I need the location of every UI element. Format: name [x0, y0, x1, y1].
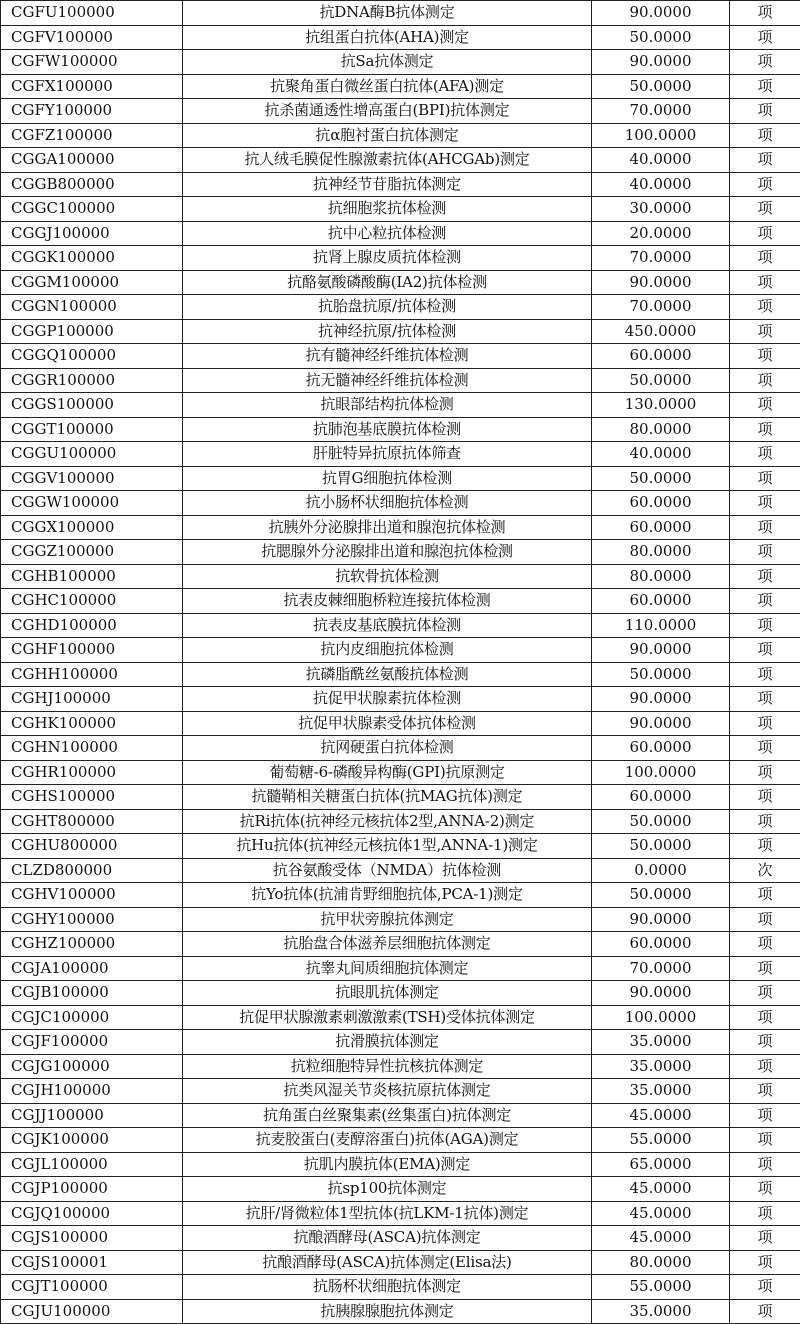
table-body — [1, 1, 800, 1324]
unit-cell: 项 — [730, 589, 800, 614]
unit-cell: 项 — [730, 687, 800, 712]
table-row — [1, 736, 800, 761]
table-row — [1, 393, 800, 418]
item-name-cell: 抗粒细胞特异性抗核抗体测定 — [183, 1054, 592, 1079]
table-row — [1, 785, 800, 810]
item-name-cell: 抗杀菌通透性增高蛋白(BPI)抗体测定 — [183, 99, 592, 124]
item-code-cell: CGGP100000 — [1, 319, 183, 344]
price-cell: 60.0000 — [592, 491, 730, 516]
price-cell: 50.0000 — [592, 883, 730, 908]
item-name-cell: 抗睾丸间质细胞抗体测定 — [183, 956, 592, 981]
table-row — [1, 221, 800, 246]
unit-cell: 项 — [730, 1054, 800, 1079]
price-cell: 90.0000 — [592, 270, 730, 295]
price-cell: 50.0000 — [592, 662, 730, 687]
item-code-cell: CGJL100000 — [1, 1152, 183, 1177]
item-code-cell: CGHJ100000 — [1, 687, 183, 712]
table-row — [1, 1275, 800, 1300]
price-cell: 60.0000 — [592, 589, 730, 614]
item-code-cell: CGHD100000 — [1, 613, 183, 638]
price-cell: 45.0000 — [592, 1177, 730, 1202]
table-row — [1, 613, 800, 638]
item-code-cell: CLZD800000 — [1, 858, 183, 883]
item-name-cell: 抗有髓神经纤维抗体检测 — [183, 344, 592, 369]
unit-cell: 项 — [730, 491, 800, 516]
item-name-cell: 抗Sa抗体测定 — [183, 50, 592, 75]
table-row — [1, 564, 800, 589]
table-row — [1, 858, 800, 883]
unit-cell: 项 — [730, 907, 800, 932]
item-name-cell: 抗神经节苷脂抗体测定 — [183, 172, 592, 197]
price-cell: 70.0000 — [592, 99, 730, 124]
item-code-cell: CGGT100000 — [1, 417, 183, 442]
item-name-cell: 抗酪氨酸磷酸酶(IA2)抗体检测 — [183, 270, 592, 295]
price-cell: 100.0000 — [592, 123, 730, 148]
unit-cell: 项 — [730, 50, 800, 75]
price-cell: 70.0000 — [592, 956, 730, 981]
item-name-cell: 抗眼肌抗体测定 — [183, 981, 592, 1006]
item-code-cell: CGFU100000 — [1, 1, 183, 26]
item-name-cell: 抗细胞浆抗体检测 — [183, 197, 592, 222]
item-name-cell: 抗神经抗原/抗体检测 — [183, 319, 592, 344]
table-row — [1, 834, 800, 859]
unit-cell: 项 — [730, 1275, 800, 1300]
price-cell: 35.0000 — [592, 1079, 730, 1104]
price-cell: 50.0000 — [592, 368, 730, 393]
table-row — [1, 172, 800, 197]
item-name-cell: 抗甲状旁腺抗体测定 — [183, 907, 592, 932]
item-code-cell: CGGN100000 — [1, 295, 183, 320]
table-row — [1, 1, 800, 26]
unit-cell: 项 — [730, 295, 800, 320]
item-name-cell: 抗小肠杯状细胞抗体检测 — [183, 491, 592, 516]
item-code-cell: CGGK100000 — [1, 246, 183, 271]
item-name-cell: 抗滑膜抗体测定 — [183, 1030, 592, 1055]
price-cell: 90.0000 — [592, 907, 730, 932]
price-cell: 20.0000 — [592, 221, 730, 246]
table-row — [1, 711, 800, 736]
table-row — [1, 687, 800, 712]
item-code-cell: CGJS100000 — [1, 1226, 183, 1251]
item-name-cell: 抗肠杯状细胞抗体测定 — [183, 1275, 592, 1300]
item-code-cell: CGHU800000 — [1, 834, 183, 859]
item-code-cell: CGJQ100000 — [1, 1201, 183, 1226]
price-cell: 60.0000 — [592, 344, 730, 369]
item-code-cell: CGGQ100000 — [1, 344, 183, 369]
item-code-cell: CGGM100000 — [1, 270, 183, 295]
item-name-cell: 抗中心粒抗体检测 — [183, 221, 592, 246]
unit-cell: 项 — [730, 466, 800, 491]
price-cell: 90.0000 — [592, 638, 730, 663]
table-row — [1, 99, 800, 124]
price-cell: 90.0000 — [592, 687, 730, 712]
price-cell: 50.0000 — [592, 834, 730, 859]
unit-cell: 项 — [730, 25, 800, 50]
table-row — [1, 1128, 800, 1153]
price-cell: 100.0000 — [592, 760, 730, 785]
price-cell: 110.0000 — [592, 613, 730, 638]
table-row — [1, 907, 800, 932]
unit-cell: 项 — [730, 1103, 800, 1128]
item-name-cell: 抗sp100抗体测定 — [183, 1177, 592, 1202]
item-code-cell: CGHS100000 — [1, 785, 183, 810]
table-row — [1, 1054, 800, 1079]
item-name-cell: 抗聚角蛋白微丝蛋白抗体(AFA)测定 — [183, 74, 592, 99]
item-name-cell: 抗Ri抗体(抗神经元核抗体2型,ANNA-2)测定 — [183, 809, 592, 834]
unit-cell: 项 — [730, 368, 800, 393]
unit-cell: 项 — [730, 197, 800, 222]
item-name-cell: 抗DNA酶B抗体测定 — [183, 1, 592, 26]
price-cell: 90.0000 — [592, 711, 730, 736]
item-code-cell: CGGC100000 — [1, 197, 183, 222]
item-name-cell: 抗α胞衬蛋白抗体测定 — [183, 123, 592, 148]
price-cell: 80.0000 — [592, 417, 730, 442]
unit-cell: 项 — [730, 1128, 800, 1153]
price-cell: 30.0000 — [592, 197, 730, 222]
price-cell: 60.0000 — [592, 515, 730, 540]
table-row — [1, 1079, 800, 1104]
price-cell: 40.0000 — [592, 172, 730, 197]
item-code-cell: CGJC100000 — [1, 1005, 183, 1030]
unit-cell: 项 — [730, 74, 800, 99]
item-name-cell: 抗肌内膜抗体(EMA)测定 — [183, 1152, 592, 1177]
unit-cell: 项 — [730, 1079, 800, 1104]
unit-cell: 项 — [730, 172, 800, 197]
unit-cell: 项 — [730, 1177, 800, 1202]
table-row — [1, 515, 800, 540]
item-name-cell: 肝脏特异抗原抗体筛查 — [183, 442, 592, 467]
unit-cell: 项 — [730, 246, 800, 271]
price-cell: 450.0000 — [592, 319, 730, 344]
table-row — [1, 74, 800, 99]
table-row — [1, 540, 800, 565]
item-code-cell: CGJF100000 — [1, 1030, 183, 1055]
table-row — [1, 760, 800, 785]
item-code-cell: CGFW100000 — [1, 50, 183, 75]
item-name-cell: 抗人绒毛膜促性腺激素抗体(AHCGAb)测定 — [183, 148, 592, 173]
table-row — [1, 1005, 800, 1030]
table-row — [1, 368, 800, 393]
item-code-cell: CGFX100000 — [1, 74, 183, 99]
table-row — [1, 662, 800, 687]
unit-cell: 项 — [730, 123, 800, 148]
table-row — [1, 417, 800, 442]
item-code-cell: CGJT100000 — [1, 1275, 183, 1300]
item-code-cell: CGHC100000 — [1, 589, 183, 614]
item-code-cell: CGFV100000 — [1, 25, 183, 50]
item-code-cell: CGHH100000 — [1, 662, 183, 687]
unit-cell: 项 — [730, 809, 800, 834]
item-code-cell: CGGS100000 — [1, 393, 183, 418]
item-name-cell: 抗髓鞘相关糖蛋白抗体(抗MAG抗体)测定 — [183, 785, 592, 810]
unit-cell: 项 — [730, 736, 800, 761]
item-name-cell: 抗表皮棘细胞桥粒连接抗体检测 — [183, 589, 592, 614]
unit-cell: 项 — [730, 270, 800, 295]
item-name-cell: 抗促甲状腺素受体抗体检测 — [183, 711, 592, 736]
price-cell: 45.0000 — [592, 1226, 730, 1251]
table-row — [1, 956, 800, 981]
item-code-cell: CGGZ100000 — [1, 540, 183, 565]
price-cell: 45.0000 — [592, 1103, 730, 1128]
table-row — [1, 246, 800, 271]
item-name-cell: 葡萄糖-6-磷酸异构酶(GPI)抗原测定 — [183, 760, 592, 785]
item-name-cell: 抗麦胶蛋白(麦醇溶蛋白)抗体(AGA)测定 — [183, 1128, 592, 1153]
unit-cell: 项 — [730, 662, 800, 687]
price-cell: 60.0000 — [592, 932, 730, 957]
item-name-cell: 抗胎盘抗原/抗体检测 — [183, 295, 592, 320]
item-name-cell: 抗磷脂酰丝氨酸抗体检测 — [183, 662, 592, 687]
price-cell: 40.0000 — [592, 148, 730, 173]
item-code-cell: CGJH100000 — [1, 1079, 183, 1104]
table-row — [1, 1299, 800, 1324]
item-name-cell: 抗胎盘合体滋养层细胞抗体测定 — [183, 932, 592, 957]
price-cell: 130.0000 — [592, 393, 730, 418]
price-cell: 80.0000 — [592, 564, 730, 589]
price-cell: 90.0000 — [592, 50, 730, 75]
item-name-cell: 抗胃G细胞抗体检测 — [183, 466, 592, 491]
table-row — [1, 1152, 800, 1177]
unit-cell: 项 — [730, 981, 800, 1006]
table-row — [1, 197, 800, 222]
item-name-cell: 抗酿酒酵母(ASCA)抗体测定 — [183, 1226, 592, 1251]
item-code-cell: CGFZ100000 — [1, 123, 183, 148]
table-row — [1, 1250, 800, 1275]
table-row — [1, 123, 800, 148]
table-row — [1, 491, 800, 516]
price-cell: 55.0000 — [592, 1128, 730, 1153]
item-name-cell: 抗软骨抗体检测 — [183, 564, 592, 589]
price-cell: 80.0000 — [592, 1250, 730, 1275]
table-row — [1, 1226, 800, 1251]
item-name-cell: 抗胰外分泌腺排出道和腺泡抗体检测 — [183, 515, 592, 540]
unit-cell: 项 — [730, 148, 800, 173]
unit-cell: 项 — [730, 711, 800, 736]
item-code-cell: CGJS100001 — [1, 1250, 183, 1275]
table-row — [1, 344, 800, 369]
item-code-cell: CGHN100000 — [1, 736, 183, 761]
item-code-cell: CGGA100000 — [1, 148, 183, 173]
item-code-cell: CGJU100000 — [1, 1299, 183, 1324]
table-row — [1, 50, 800, 75]
unit-cell: 项 — [730, 834, 800, 859]
unit-cell: 项 — [730, 319, 800, 344]
price-cell: 100.0000 — [592, 1005, 730, 1030]
item-code-cell: CGHK100000 — [1, 711, 183, 736]
item-code-cell: CGHZ100000 — [1, 932, 183, 957]
price-cell: 50.0000 — [592, 25, 730, 50]
item-code-cell: CGHY100000 — [1, 907, 183, 932]
item-name-cell: 抗肾上腺皮质抗体检测 — [183, 246, 592, 271]
price-cell: 35.0000 — [592, 1054, 730, 1079]
item-code-cell: CGJG100000 — [1, 1054, 183, 1079]
item-code-cell: CGGW100000 — [1, 491, 183, 516]
item-code-cell: CGJP100000 — [1, 1177, 183, 1202]
item-name-cell: 抗网硬蛋白抗体检测 — [183, 736, 592, 761]
item-name-cell: 抗Hu抗体(抗神经元核抗体1型,ANNA-1)测定 — [183, 834, 592, 859]
unit-cell: 项 — [730, 1030, 800, 1055]
price-cell: 50.0000 — [592, 74, 730, 99]
table-row — [1, 295, 800, 320]
unit-cell: 项 — [730, 1201, 800, 1226]
item-name-cell: 抗促甲状腺激素刺激激素(TSH)受体抗体测定 — [183, 1005, 592, 1030]
unit-cell: 项 — [730, 883, 800, 908]
unit-cell: 项 — [730, 1152, 800, 1177]
price-cell: 35.0000 — [592, 1299, 730, 1324]
item-name-cell: 抗角蛋白丝聚集素(丝集蛋白)抗体测定 — [183, 1103, 592, 1128]
unit-cell: 项 — [730, 956, 800, 981]
price-cell: 55.0000 — [592, 1275, 730, 1300]
unit-cell: 项 — [730, 221, 800, 246]
price-cell: 0.0000 — [592, 858, 730, 883]
unit-cell: 项 — [730, 1250, 800, 1275]
unit-cell: 项 — [730, 515, 800, 540]
price-cell: 80.0000 — [592, 540, 730, 565]
unit-cell: 项 — [730, 1299, 800, 1324]
unit-cell: 项 — [730, 613, 800, 638]
unit-cell: 项 — [730, 564, 800, 589]
item-code-cell: CGHF100000 — [1, 638, 183, 663]
unit-cell: 项 — [730, 760, 800, 785]
table-row — [1, 1030, 800, 1055]
table-row — [1, 589, 800, 614]
item-name-cell: 抗肝/肾微粒体1型抗体(抗LKM-1抗体)测定 — [183, 1201, 592, 1226]
item-code-cell: CGGU100000 — [1, 442, 183, 467]
unit-cell: 次 — [730, 858, 800, 883]
table-row — [1, 638, 800, 663]
unit-cell: 项 — [730, 785, 800, 810]
item-code-cell: CGJA100000 — [1, 956, 183, 981]
unit-cell: 项 — [730, 638, 800, 663]
unit-cell: 项 — [730, 1226, 800, 1251]
price-cell: 45.0000 — [592, 1201, 730, 1226]
unit-cell: 项 — [730, 99, 800, 124]
table-row — [1, 981, 800, 1006]
unit-cell: 项 — [730, 932, 800, 957]
item-name-cell: 抗胰腺腺胞抗体测定 — [183, 1299, 592, 1324]
price-cell: 35.0000 — [592, 1030, 730, 1055]
item-code-cell: CGHB100000 — [1, 564, 183, 589]
price-cell: 50.0000 — [592, 809, 730, 834]
unit-cell: 项 — [730, 1005, 800, 1030]
item-name-cell: 抗组蛋白抗体(AHA)测定 — [183, 25, 592, 50]
price-cell: 70.0000 — [592, 295, 730, 320]
price-cell: 60.0000 — [592, 785, 730, 810]
price-cell: 70.0000 — [592, 246, 730, 271]
table-row — [1, 466, 800, 491]
table-row — [1, 319, 800, 344]
item-name-cell: 抗促甲状腺素抗体检测 — [183, 687, 592, 712]
price-cell: 60.0000 — [592, 736, 730, 761]
price-cell: 40.0000 — [592, 442, 730, 467]
item-code-cell: CGFY100000 — [1, 99, 183, 124]
unit-cell: 项 — [730, 393, 800, 418]
price-cell: 90.0000 — [592, 1, 730, 26]
unit-cell: 项 — [730, 417, 800, 442]
table-row — [1, 1201, 800, 1226]
item-code-cell: CGJJ100000 — [1, 1103, 183, 1128]
item-name-cell: 抗谷氨酸受体（NMDA）抗体检测 — [183, 858, 592, 883]
item-name-cell: 抗酿酒酵母(ASCA)抗体测定(Elisa法) — [183, 1250, 592, 1275]
item-code-cell: CGHT800000 — [1, 809, 183, 834]
table-row — [1, 148, 800, 173]
price-cell: 65.0000 — [592, 1152, 730, 1177]
item-name-cell: 抗眼部结构抗体检测 — [183, 393, 592, 418]
item-name-cell: 抗肺泡基底膜抗体检测 — [183, 417, 592, 442]
table-row — [1, 932, 800, 957]
item-code-cell: CGGB800000 — [1, 172, 183, 197]
unit-cell: 项 — [730, 540, 800, 565]
item-name-cell: 抗Yo抗体(抗浦肯野细胞抗体,PCA-1)测定 — [183, 883, 592, 908]
table-row — [1, 270, 800, 295]
item-name-cell: 抗无髓神经纤维抗体检测 — [183, 368, 592, 393]
unit-cell: 项 — [730, 442, 800, 467]
item-code-cell: CGGX100000 — [1, 515, 183, 540]
table-row — [1, 809, 800, 834]
item-code-cell: CGHV100000 — [1, 883, 183, 908]
price-cell: 50.0000 — [592, 466, 730, 491]
item-code-cell: CGGJ100000 — [1, 221, 183, 246]
table-row — [1, 883, 800, 908]
item-name-cell: 抗腮腺外分泌腺排出道和腺泡抗体检测 — [183, 540, 592, 565]
table-row — [1, 25, 800, 50]
item-code-cell: CGGR100000 — [1, 368, 183, 393]
unit-cell: 项 — [730, 344, 800, 369]
item-name-cell: 抗内皮细胞抗体检测 — [183, 638, 592, 663]
table-row — [1, 442, 800, 467]
item-name-cell: 抗类风湿关节炎核抗原抗体测定 — [183, 1079, 592, 1104]
item-code-cell: CGHR100000 — [1, 760, 183, 785]
item-name-cell: 抗表皮基底膜抗体检测 — [183, 613, 592, 638]
table-row — [1, 1103, 800, 1128]
table-row — [1, 1177, 800, 1202]
price-cell: 90.0000 — [592, 981, 730, 1006]
item-code-cell: CGGV100000 — [1, 466, 183, 491]
item-code-cell: CGJB100000 — [1, 981, 183, 1006]
item-code-cell: CGJK100000 — [1, 1128, 183, 1153]
unit-cell: 项 — [730, 1, 800, 26]
